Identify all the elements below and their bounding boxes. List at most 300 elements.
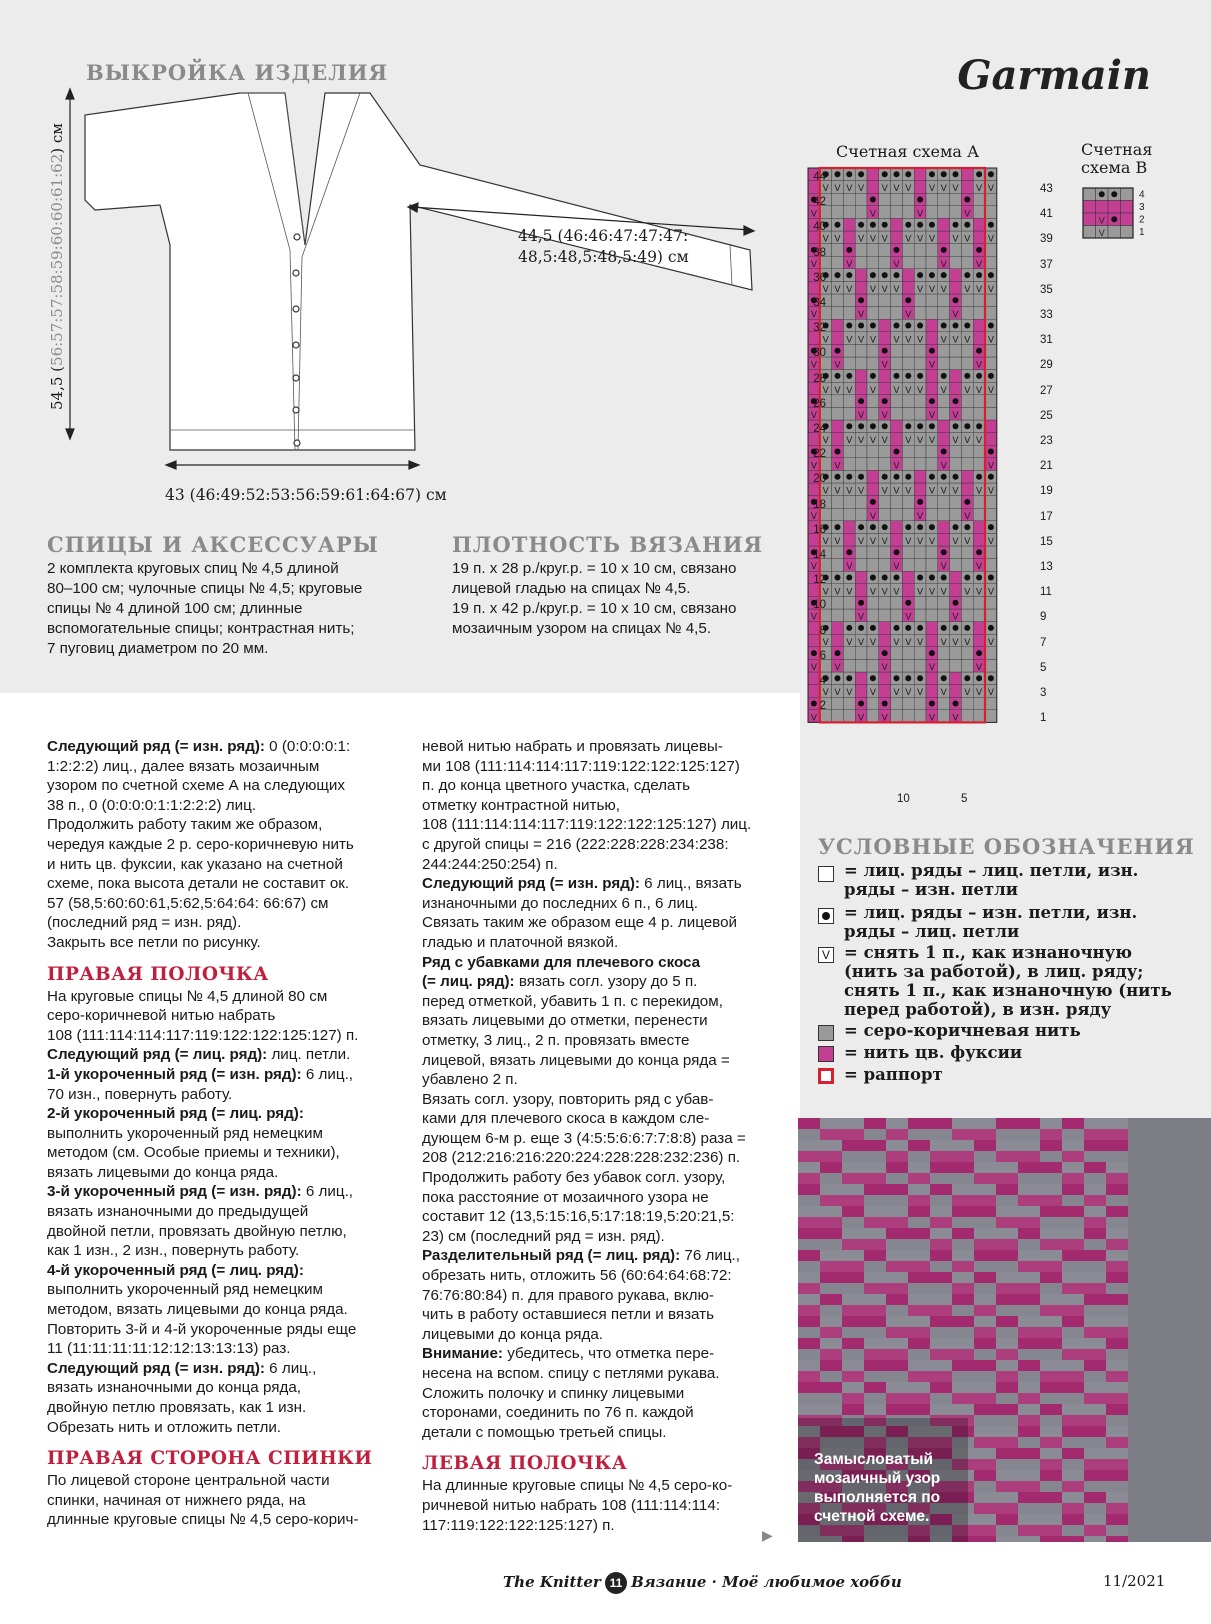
photo-caption: Замысловатый мозаичный узор выполняется по счетной схеме. xyxy=(814,1451,941,1525)
yarn-stitch xyxy=(952,1371,974,1382)
yarn-stitch xyxy=(974,1129,996,1140)
yarn-stitch xyxy=(842,1239,864,1250)
yarn-stitch xyxy=(1106,1206,1128,1217)
yarn-stitch xyxy=(1062,1162,1084,1173)
yarn-stitch xyxy=(974,1481,996,1492)
slip-mark: V xyxy=(858,486,865,497)
yarn-stitch xyxy=(1040,1470,1062,1481)
chart-cell xyxy=(961,407,973,420)
chart-cell xyxy=(950,281,962,294)
yarn-stitch xyxy=(842,1382,864,1393)
yarn-stitch xyxy=(996,1228,1018,1239)
purl-dot xyxy=(964,575,970,581)
slip-mark: V xyxy=(822,285,829,295)
chart-cell xyxy=(832,496,844,509)
chart-cell xyxy=(1083,213,1096,226)
chart-cell xyxy=(902,584,914,597)
chart-cell xyxy=(914,181,926,194)
purl-dot xyxy=(905,423,911,429)
yarn-stitch xyxy=(1040,1250,1062,1261)
yarn-stitch xyxy=(996,1239,1018,1250)
yarn-stitch xyxy=(820,1217,842,1228)
chart-cell xyxy=(973,622,985,635)
chart-cell xyxy=(985,256,997,269)
purl-dot xyxy=(846,474,852,480)
chart-cell xyxy=(914,659,926,672)
slip-mark: V xyxy=(810,461,817,472)
yarn-stitch xyxy=(1062,1217,1084,1228)
yarn-stitch xyxy=(1106,1173,1128,1184)
chart-cell xyxy=(926,634,938,647)
yarn-stitch xyxy=(930,1228,952,1239)
slip-mark: V xyxy=(952,612,959,623)
yarn-stitch xyxy=(1018,1239,1040,1250)
chart-cell xyxy=(891,533,903,546)
chart-cell xyxy=(891,344,903,357)
slip-mark: V xyxy=(905,385,912,396)
yarn-stitch xyxy=(798,1294,820,1305)
paragraph xyxy=(47,737,417,953)
yarn-stitch xyxy=(1040,1261,1062,1272)
legend-item-purl: = лиц. ряды – изн. петли, изн. ряды – лиц. петли xyxy=(844,903,1138,941)
chart-cell xyxy=(1083,188,1096,201)
slip-mark: V xyxy=(976,259,983,270)
yarn-stitch xyxy=(952,1261,974,1272)
chart-cell xyxy=(832,710,844,723)
yarn-stitch xyxy=(1062,1184,1084,1195)
yarn-stitch xyxy=(864,1316,886,1327)
chart-cell xyxy=(855,244,867,257)
purl-dot xyxy=(941,575,947,581)
slip-mark: V xyxy=(976,360,983,371)
slip-mark: V xyxy=(869,537,876,547)
chart-cell xyxy=(843,496,855,509)
chart-cell xyxy=(914,483,926,496)
slip-mark: V xyxy=(869,385,876,396)
purl-dot xyxy=(846,272,852,278)
yarn-stitch xyxy=(996,1492,1018,1503)
yarn-stitch xyxy=(930,1173,952,1184)
purl-dot xyxy=(953,524,959,530)
purl-dot xyxy=(988,474,994,480)
chart-cell xyxy=(855,206,867,219)
chart-cell xyxy=(950,206,962,219)
chart-cell xyxy=(973,496,985,509)
chart-cell xyxy=(938,407,950,420)
yarn-stitch xyxy=(1084,1415,1106,1426)
yarn-stitch xyxy=(1062,1272,1084,1283)
purl-dot xyxy=(953,171,959,177)
slip-mark: V xyxy=(952,713,959,724)
chart-cell xyxy=(843,458,855,471)
purl-dot xyxy=(905,474,911,480)
yarn-stitch xyxy=(1018,1393,1040,1404)
chart-cell xyxy=(832,609,844,622)
yarn-stitch xyxy=(1062,1129,1084,1140)
yarn-stitch xyxy=(1106,1283,1128,1294)
yarn-stitch xyxy=(798,1118,820,1129)
paragraph-text: 0 (0:0:0:0:1: 1:2:2:2) лиц., далее вязать мозаичным узором по счетной схеме А на следующих 38 п., 0 (0:0:0:0:1:1:2:2:2) лиц. Продолжить работу таким же образом, чередуя каждые 2 р. серо-коричневую нить и нить цв. фуксии, как указано на счетной схеме, пока высота детали не составит ок. 57 (58,5:60:60:61,5:62,5:64:64: 66:67) см (последний ряд = изн. ряд). Закрыть все петли по рисунку. xyxy=(47,738,354,951)
chart-cell xyxy=(855,445,867,458)
paragraph-text: На длинные круговые спицы № 4,5 серо-ко- ричневой нитью набрать 108 (111:114:114: 117:119:122:122:125:127) п. xyxy=(422,1477,733,1534)
yarn-stitch xyxy=(930,1217,952,1228)
yarn-stitch xyxy=(886,1250,908,1261)
chart-cell xyxy=(902,710,914,723)
width-label: 43 (46:49:52:53:56:59:61:64:67) см xyxy=(165,486,447,504)
row-label: 22 xyxy=(813,448,826,461)
legend-fuchsia-swatch xyxy=(818,1046,834,1062)
yarn-stitch xyxy=(1062,1393,1084,1404)
purl-dot xyxy=(846,247,852,253)
chart-cell xyxy=(926,685,938,698)
yarn-stitch xyxy=(974,1360,996,1371)
yarn-stitch xyxy=(996,1536,1018,1542)
purl-dot xyxy=(905,524,911,530)
yarn-stitch xyxy=(1084,1459,1106,1470)
chart-cell xyxy=(832,407,844,420)
chart-cell xyxy=(867,445,879,458)
slip-mark: V xyxy=(940,259,947,270)
yarn-stitch xyxy=(908,1129,930,1140)
purl-dot xyxy=(846,423,852,429)
yarn-stitch xyxy=(996,1305,1018,1316)
yarn-stitch xyxy=(908,1140,930,1151)
yarn-stitch xyxy=(886,1305,908,1316)
yarn-stitch xyxy=(952,1151,974,1162)
yarn-stitch xyxy=(1040,1525,1062,1536)
chart-cell xyxy=(973,332,985,345)
text-column-2 xyxy=(422,737,792,1535)
gauge-title: ПЛОТНОСТЬ ВЯЗАНИЯ xyxy=(452,532,764,557)
yarn-stitch xyxy=(1018,1217,1040,1228)
yarn-stitch xyxy=(974,1338,996,1349)
chart-cell xyxy=(832,332,844,345)
yarn-stitch xyxy=(952,1382,974,1393)
yarn-stitch xyxy=(864,1305,886,1316)
slip-mark: V xyxy=(928,663,935,673)
yarn-stitch xyxy=(930,1250,952,1261)
yarn-stitch xyxy=(798,1195,820,1206)
purl-dot xyxy=(988,449,994,455)
yarn-stitch xyxy=(952,1250,974,1261)
yarn-stitch xyxy=(820,1283,842,1294)
purl-dot xyxy=(870,575,876,581)
yarn-stitch xyxy=(886,1393,908,1404)
yarn-stitch xyxy=(930,1140,952,1151)
row-label: 37 xyxy=(1040,258,1053,271)
yarn-stitch xyxy=(1040,1481,1062,1492)
purl-dot xyxy=(917,499,923,505)
chart-cell xyxy=(926,193,938,206)
chart-cell xyxy=(926,319,938,332)
chart-cell xyxy=(867,307,879,320)
yarn-stitch xyxy=(930,1118,952,1129)
chart-cell xyxy=(926,256,938,269)
yarn-stitch xyxy=(1062,1305,1084,1316)
yarn-stitch xyxy=(1084,1294,1106,1305)
yarn-stitch xyxy=(908,1228,930,1239)
slip-mark: V xyxy=(964,285,971,295)
chart-cell xyxy=(926,206,938,219)
yarn-stitch xyxy=(1106,1261,1128,1272)
chart-cell xyxy=(914,470,926,483)
chart-cell xyxy=(902,647,914,660)
chart-cell xyxy=(879,206,891,219)
yarn-stitch xyxy=(1084,1316,1106,1327)
chart-cell xyxy=(961,470,973,483)
slip-mark: V xyxy=(987,587,994,598)
yarn-stitch xyxy=(864,1162,886,1173)
chart-cell xyxy=(938,193,950,206)
chart-cell xyxy=(855,546,867,559)
slip-mark: V xyxy=(822,184,829,195)
chart-cell xyxy=(879,685,891,698)
yarn-stitch xyxy=(1018,1228,1040,1239)
slip-mark: V xyxy=(964,688,971,699)
legend-item-gray: = серо-коричневая нить xyxy=(844,1021,1081,1040)
chart-cell xyxy=(961,609,973,622)
yarn-stitch xyxy=(886,1162,908,1173)
slip-mark: V xyxy=(940,385,947,396)
slip-mark: V xyxy=(976,184,983,195)
yarn-stitch xyxy=(842,1371,864,1382)
chart-cell xyxy=(891,193,903,206)
chart-cell xyxy=(879,634,891,647)
chart-cell xyxy=(867,294,879,307)
chart-cell xyxy=(950,357,962,370)
slip-mark: V xyxy=(881,411,888,421)
purl-dot xyxy=(835,474,841,480)
yarn-stitch xyxy=(930,1338,952,1349)
purl-dot xyxy=(976,474,982,480)
chart-cell xyxy=(961,395,973,408)
yarn-stitch xyxy=(1062,1283,1084,1294)
yarn-stitch xyxy=(908,1250,930,1261)
yarn-stitch xyxy=(974,1140,996,1151)
paragraph-text: 6 лиц., вязать изнаночными до конца ряда, двойную петлю провязать, как 1 изн. Обрезать нить и отложить петли. xyxy=(47,1359,317,1436)
yarn-stitch xyxy=(1106,1382,1128,1393)
chart-cell xyxy=(902,445,914,458)
yarn-stitch xyxy=(1040,1503,1062,1514)
chart-cell xyxy=(961,168,973,181)
slip-mark: V xyxy=(834,385,841,396)
chart-cell xyxy=(902,407,914,420)
footer-subtitle: Вязание · Моё любимое хобби xyxy=(631,1573,902,1591)
chart-cell xyxy=(938,659,950,672)
purl-dot xyxy=(929,474,935,480)
yarn-stitch xyxy=(1018,1338,1040,1349)
chart-cell xyxy=(985,697,997,710)
yarn-stitch xyxy=(820,1327,842,1338)
purl-dot xyxy=(941,373,947,379)
yarn-stitch xyxy=(1040,1371,1062,1382)
slip-mark: V xyxy=(928,713,935,724)
chart-cell xyxy=(891,395,903,408)
chart-cell xyxy=(843,294,855,307)
slip-mark: V xyxy=(834,234,841,245)
chart-cell xyxy=(950,685,962,698)
paragraph-text: 6 лиц., 70 изн., повернуть работу. xyxy=(47,1065,354,1103)
yarn-stitch xyxy=(996,1217,1018,1228)
yarn-stitch xyxy=(996,1327,1018,1338)
purl-dot xyxy=(976,675,982,681)
yarn-stitch xyxy=(1062,1404,1084,1415)
purl-dot xyxy=(894,272,900,278)
chart-cell xyxy=(938,496,950,509)
plain-knit-area xyxy=(1128,1118,1211,1542)
chart-cell xyxy=(914,697,926,710)
chart-cell xyxy=(832,420,844,433)
row-label: 30 xyxy=(813,347,826,360)
chart-cell xyxy=(867,344,879,357)
chart-cell xyxy=(867,659,879,672)
chart-cell xyxy=(879,458,891,471)
yarn-stitch xyxy=(864,1239,886,1250)
yarn-stitch xyxy=(1106,1140,1128,1151)
yarn-stitch xyxy=(1062,1371,1084,1382)
yarn-stitch xyxy=(842,1283,864,1294)
chart-cell xyxy=(985,496,997,509)
chart-cell xyxy=(832,206,844,219)
chart-cell xyxy=(843,445,855,458)
purl-dot xyxy=(953,474,959,480)
yarn-stitch xyxy=(798,1217,820,1228)
footer xyxy=(503,1572,902,1594)
yarn-stitch xyxy=(820,1195,842,1206)
yarn-stitch xyxy=(1084,1371,1106,1382)
yarn-stitch xyxy=(1040,1239,1062,1250)
yarn-stitch xyxy=(842,1404,864,1415)
chart-cell xyxy=(950,256,962,269)
yarn-stitch xyxy=(908,1195,930,1206)
yarn-stitch xyxy=(1106,1327,1128,1338)
slip-mark: V xyxy=(858,537,865,547)
yarn-stitch xyxy=(798,1261,820,1272)
gauge-text: 19 п. х 28 р./круг.р. = 10 х 10 см, связано лицевой гладью на спицах № 4,5. 19 п. х 42 р./круг.р. = 10 х 10 см, связано мозаичным узором на спицах № 4,5. xyxy=(452,560,737,637)
chart-cell xyxy=(950,193,962,206)
chart-cell xyxy=(867,256,879,269)
yarn-stitch xyxy=(1040,1272,1062,1283)
yarn-stitch xyxy=(930,1371,952,1382)
paragraph-text: 6 лиц., вязать изнаночными до предыдущей двойной петли, провязать двойную петлю, как 1 изн., 2 изн., повернуть работу. xyxy=(47,1183,354,1260)
yarn-stitch xyxy=(842,1118,864,1129)
chart-cell xyxy=(973,697,985,710)
yarn-stitch xyxy=(952,1173,974,1184)
purl-dot xyxy=(905,171,911,177)
yarn-stitch xyxy=(996,1404,1018,1415)
yarn-stitch xyxy=(886,1327,908,1338)
yarn-stitch xyxy=(1062,1327,1084,1338)
yarn-stitch xyxy=(974,1470,996,1481)
yarn-stitch xyxy=(974,1536,996,1542)
yarn-stitch xyxy=(864,1382,886,1393)
chart-cell xyxy=(879,319,891,332)
slip-mark: V xyxy=(987,537,994,547)
chart-cell xyxy=(891,697,903,710)
slip-mark: V xyxy=(893,184,900,195)
yarn-stitch xyxy=(1084,1503,1106,1514)
paragraph xyxy=(47,1182,417,1260)
yarn-stitch xyxy=(1084,1525,1106,1536)
chart-cell xyxy=(902,496,914,509)
yarn-stitch xyxy=(952,1404,974,1415)
yarn-stitch xyxy=(996,1173,1018,1184)
chart-cell xyxy=(938,710,950,723)
chart-cell xyxy=(891,659,903,672)
yarn-stitch xyxy=(864,1151,886,1162)
chart-cell xyxy=(843,344,855,357)
slip-mark: V xyxy=(976,663,983,673)
yarn-stitch xyxy=(1062,1118,1084,1129)
chart-cell xyxy=(891,433,903,446)
yarn-stitch xyxy=(996,1316,1018,1327)
chart-cell xyxy=(879,622,891,635)
yarn-stitch xyxy=(952,1162,974,1173)
yarn-stitch xyxy=(930,1195,952,1206)
yarn-stitch xyxy=(1040,1140,1062,1151)
yarn-stitch xyxy=(1062,1140,1084,1151)
slip-mark: V xyxy=(881,587,888,598)
slip-mark: V xyxy=(952,335,959,346)
slip-mark: V xyxy=(846,259,853,270)
slip-mark: V xyxy=(858,335,865,346)
yarn-stitch xyxy=(1084,1437,1106,1448)
purl-dot xyxy=(905,297,911,303)
purl-dot xyxy=(941,323,947,329)
yarn-stitch xyxy=(1106,1239,1128,1250)
yarn-stitch xyxy=(820,1129,842,1140)
slip-mark: V xyxy=(810,511,817,522)
chart-cell xyxy=(1121,226,1134,239)
yarn-stitch xyxy=(798,1327,820,1338)
chart-cell xyxy=(914,458,926,471)
chart-cell xyxy=(926,382,938,395)
paragraph xyxy=(47,1471,417,1530)
chart-cell xyxy=(985,559,997,572)
yarn-stitch xyxy=(1084,1118,1106,1129)
slip-mark: V xyxy=(834,663,841,673)
purl-dot xyxy=(976,650,982,656)
slip-mark: V xyxy=(822,385,829,396)
chart-cell xyxy=(867,458,879,471)
slip-mark: V xyxy=(881,486,888,497)
yarn-stitch xyxy=(974,1426,996,1437)
slip-mark: V xyxy=(881,360,888,371)
purl-dot xyxy=(858,625,864,631)
yarn-stitch xyxy=(996,1129,1018,1140)
chart-cell xyxy=(891,218,903,231)
chart-cell xyxy=(973,206,985,219)
purl-dot xyxy=(835,272,841,278)
slip-mark: V xyxy=(834,587,841,598)
yarn-stitch xyxy=(1084,1404,1106,1415)
row-label: 16 xyxy=(813,523,826,536)
yarn-stitch xyxy=(1018,1349,1040,1360)
yarn-stitch xyxy=(1084,1349,1106,1360)
chart-cell xyxy=(1083,226,1096,239)
chart-cell xyxy=(985,420,997,433)
yarn-stitch xyxy=(842,1162,864,1173)
yarn-stitch xyxy=(820,1250,842,1261)
yarn-stitch xyxy=(864,1129,886,1140)
chart-cell xyxy=(867,483,879,496)
chart-cell xyxy=(961,294,973,307)
chart-cell xyxy=(973,395,985,408)
yarn-stitch xyxy=(820,1162,842,1173)
row-label: 41 xyxy=(1040,208,1053,221)
slip-mark: V xyxy=(858,637,865,648)
slip-mark: V xyxy=(940,562,947,573)
